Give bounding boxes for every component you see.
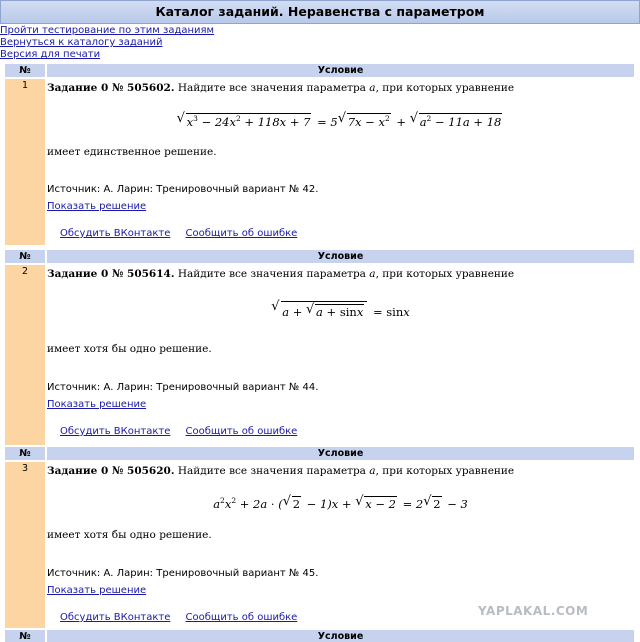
task-condition: [47, 265, 634, 445]
task-source: Источник: А. Ларин: Тренировочный вариант № 42.: [47, 184, 319, 195]
report-error-link[interactable]: Сообщить об ошибке: [185, 228, 298, 239]
task-formula: $a^2x^2 + 2a$ · (√ 2 − 1)x + √ x − 2 = 2√ 2 − 3: [47, 496, 634, 511]
task-statement: Задание 0 № 505620. Найдите все значения параметра a, при которых уравнение: [47, 465, 515, 477]
take-test-link[interactable]: Пройти тестирование по этим заданиям: [0, 25, 215, 36]
table-header: [5, 250, 634, 263]
task-number: 1: [5, 79, 45, 245]
table-header: [5, 630, 634, 642]
task-label: Задание 0 № 505620.: [47, 465, 175, 477]
task-tail: имеет хотя бы одно решение.: [47, 529, 212, 541]
task-number: 3: [5, 462, 45, 628]
show-solution-link[interactable]: Показать решение: [47, 201, 147, 212]
show-solution-link[interactable]: Показать решение: [47, 399, 147, 410]
task-statement: Задание 0 № 505602. Найдите все значения параметра a, при которых уравнение: [47, 82, 515, 94]
task-actions: [60, 426, 309, 437]
discuss-vk-link[interactable]: Обсудить ВКонтакте: [60, 228, 171, 239]
column-header-num: №: [5, 447, 45, 460]
task-condition: [47, 79, 634, 245]
task-tail: имеет единственное решение.: [47, 146, 217, 158]
table-header: [5, 447, 634, 460]
column-header-condition: Условие: [47, 630, 634, 642]
column-header-num: №: [5, 64, 45, 77]
print-version-link[interactable]: Версия для печати: [0, 49, 101, 60]
column-header-condition: Условие: [47, 447, 634, 460]
task-actions: [60, 228, 309, 239]
back-to-catalog-link[interactable]: Вернуться к каталогу заданий: [0, 37, 163, 48]
report-error-link[interactable]: Сообщить об ошибке: [185, 426, 298, 437]
task-label: Задание 0 № 505614.: [47, 268, 175, 280]
column-header-condition: Условие: [47, 64, 634, 77]
task-actions: [60, 612, 309, 623]
task-source: Источник: А. Ларин: Тренировочный вариант № 45.: [47, 568, 319, 579]
report-error-link[interactable]: Сообщить об ошибке: [185, 612, 298, 623]
column-header-condition: Условие: [47, 250, 634, 263]
task-number: 2: [5, 265, 45, 445]
discuss-vk-link[interactable]: Обсудить ВКонтакте: [60, 426, 171, 437]
discuss-vk-link[interactable]: Обсудить ВКонтакте: [60, 612, 171, 623]
task-tail: имеет хотя бы одно решение.: [47, 343, 212, 355]
watermark-logo: YAPLAKAL.COM: [478, 604, 589, 618]
show-solution-link[interactable]: Показать решение: [47, 585, 147, 596]
page-title: Каталог заданий. Неравенства с параметром: [0, 0, 640, 24]
task-formula: √ a + √ a + sinx = sinx: [47, 301, 634, 319]
task-source: Источник: А. Ларин: Тренировочный вариант № 44.: [47, 382, 319, 393]
column-header-num: №: [5, 250, 45, 263]
task-label: Задание 0 № 505602.: [47, 82, 175, 94]
task-statement: Задание 0 № 505614. Найдите все значения параметра a, при которых уравнение: [47, 268, 515, 280]
task-formula: √ $x^3 - 24x^2 + 118x + 7 = 5√$ $7x - x^2$ + √ $a^2 - 11a + 18$: [47, 113, 634, 129]
top-links: [0, 25, 214, 61]
column-header-num: №: [5, 630, 45, 642]
table-header: [5, 64, 634, 77]
